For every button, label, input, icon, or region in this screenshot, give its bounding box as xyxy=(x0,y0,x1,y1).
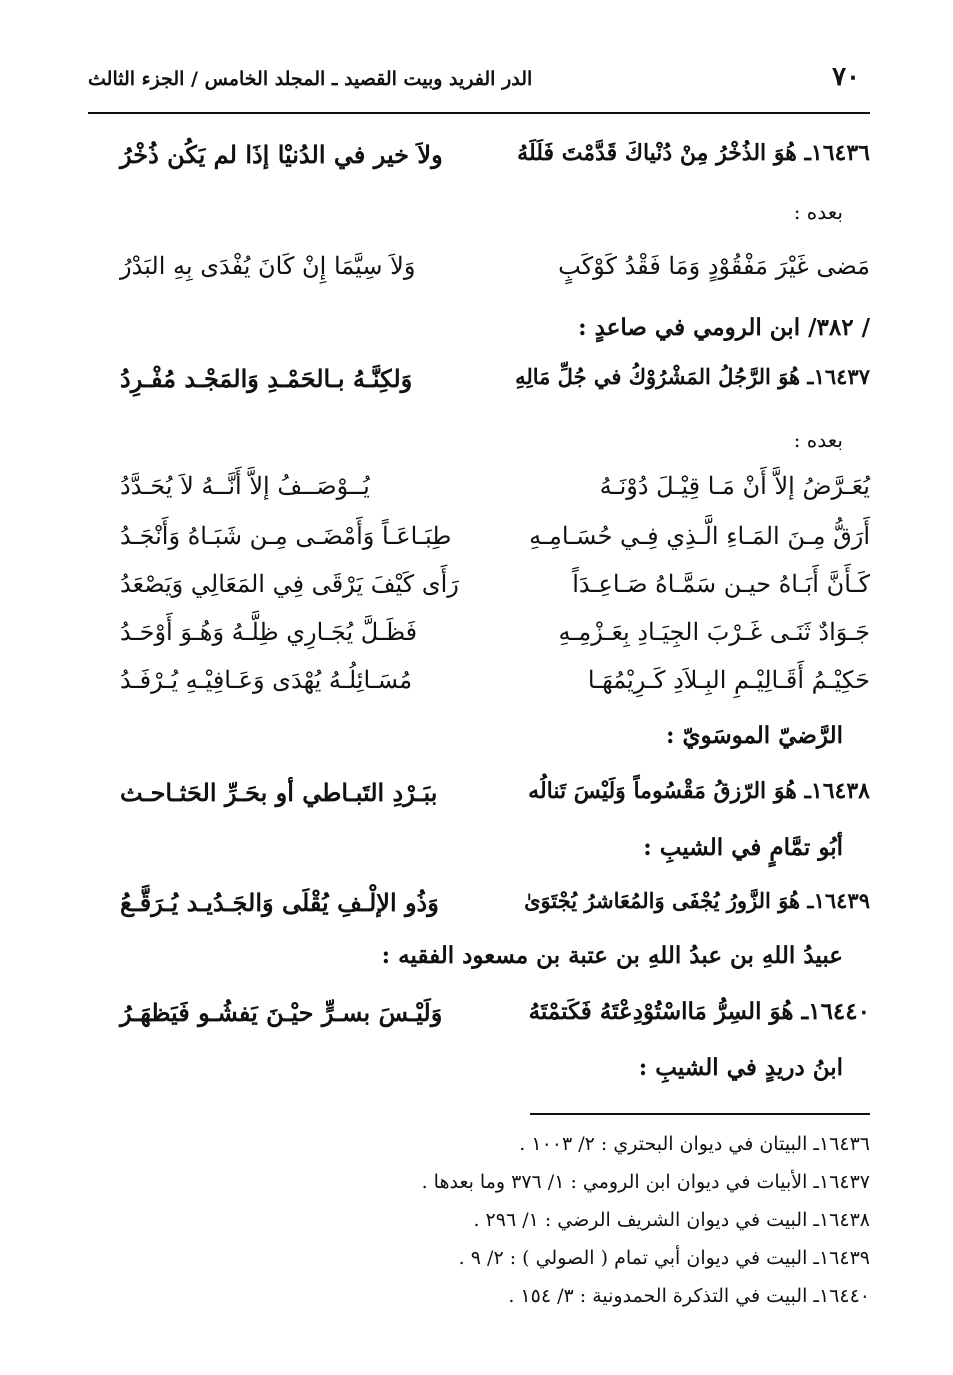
verse-16437 xyxy=(120,364,870,410)
verse-second-hemistich: رَأَى كَيْفَ يَرْقَى فِي المَعَالِي وَيَصْعَدُ xyxy=(120,570,459,598)
verse-16438 xyxy=(120,778,870,824)
verse-second-hemistich: يُــوْصَــفُ إلاَّ أَنَّــهُ لاَ يُحَـدَّدُ xyxy=(120,472,370,500)
verse-first-hemistich: ١٦٤٣٧ـ هُوَ الرَّجُلُ المَشْرُوْكُ في جُلِّ مَالِهِ xyxy=(515,364,870,389)
verse-following-3 xyxy=(120,570,870,616)
verse-16439 xyxy=(120,888,870,934)
verse-first-hemistich: ١٦٤٣٨ـ هُوَ الرّزقُ مَقْسُوماً وَلَيْسَ تَنالُه xyxy=(528,778,870,804)
after-label: بعده : xyxy=(793,428,843,452)
footnote-rule xyxy=(530,1113,870,1115)
verse-first-hemistich: ١٦٤٤٠ـ هُوَ السِرُّ مَااسْتُوْدِعْتَهُ فَكَتمْتَهُ xyxy=(528,998,870,1025)
verse-second-hemistich: ببَـرْدِ التَبـاطي أو بحَـرِّ الحَثـاحـث xyxy=(120,778,438,807)
attribution-ubaydullah: عبيدُ اللهِ بن عبدُ اللهِ بن عتبة بن مسعود الفقيه : xyxy=(381,942,843,969)
verse-second-hemistich: وَلاَ سِيَّمَا إِنْ كَانَ يُفْدَى بِهِ البَدْرُ xyxy=(120,252,416,280)
verse-first-hemistich: جَـوَادٌ ثَنَـى غَـرْبَ الجِيَـادِ بِعَـزْمِـهِ xyxy=(558,618,870,646)
running-title: الدر الفريد وبيت القصيد ـ المجلد الخامس / الجزء الثالث xyxy=(88,68,533,90)
verse-following-16436 xyxy=(120,252,870,298)
verse-first-hemistich: حَكِيْـمُ أَقَـالِيْـمِ البِـلاَدِ كَـرِيْمُهَـا xyxy=(587,666,870,694)
verse-second-hemistich: فَظَـلَّ يُجَـارِي ظِلَّـهُ وَهُـوَ أَوْحَـدُ xyxy=(120,618,418,646)
verse-second-hemistich: وَذُو الإلْـفِ يُقْلَى وَالجَـدُيـد يُـرَقَّـعُ xyxy=(120,888,439,917)
page-number: ٧٠ xyxy=(832,62,860,92)
footnote: ١٦٤٣٩ـ البيت في ديوان أبي تمام ( الصولي ) : ٢/ ٩ . xyxy=(458,1247,870,1269)
running-header xyxy=(88,62,870,102)
verse-following-5 xyxy=(120,666,870,712)
verse-second-hemistich: مُسَـائِلُـهُ يُهْدَى وَعَـافِيْـهِ يُـرْفَـدُ xyxy=(120,666,413,694)
verse-16436 xyxy=(120,140,870,186)
verse-second-hemistich: وَلكِنَّـهُ بـالحَمْـدِ وَالمَجْـد مُفْـرِدُ xyxy=(120,364,413,393)
verse-first-hemistich: مَضى غَيْرَ مَفْقُوْدٍ وَمَا فَقْدُ كَوْكَبٍ xyxy=(558,252,870,280)
verse-second-hemistich: طِبَـاعَـاً وَأَمْضَـى مِـن شَبَـاهُ وَأَنْجَـدُ xyxy=(120,522,452,550)
footnote: ١٦٤٣٧ـ الأبيات في ديوان ابن الرومي : ١/ ٣٧٦ وما بعدها . xyxy=(421,1171,870,1193)
verse-first-hemistich: يُعَـرَّضُ إلاَّ أَنْ مَـا قِيْـلَ دُوْنَـهُ xyxy=(599,472,870,500)
footnote: ١٦٤٣٦ـ البيتان في ديوان البحتري : ٢/ ١٠٠٣ . xyxy=(519,1133,870,1155)
footnote: ١٦٤٤٠ـ البيت في التذكرة الحمدونية : ٣/ ١٥٤ . xyxy=(508,1285,870,1307)
footnote: ١٦٤٣٨ـ البيت في ديوان الشريف الرضي : ١/ ٢٩٦ . xyxy=(473,1209,870,1231)
after-label: بعده : xyxy=(793,200,843,224)
verse-following-2 xyxy=(120,522,870,568)
verse-first-hemistich: ١٦٤٣٩ـ هُوَ الزَّورُ يُجْفَى وَالمُعَاشرُ يُجْتَوَىٰ xyxy=(524,888,870,913)
verse-first-hemistich: ١٦٤٣٦ـ هُوَ الذُخْرُ مِنْ دُنْياكَ قَدَّمْتَ فَلَلَهُ xyxy=(517,140,870,166)
verse-following-4 xyxy=(120,618,870,664)
verse-second-hemistich: ولاَ خير في الدُنيْا إذَا لم يَكُن ذُخْرُ xyxy=(120,140,443,169)
attribution-ibn-al-rumi: / ٣٨٢/ ابن الرومي في صاعدٍ : xyxy=(578,314,870,341)
attribution-ibn-durayd: ابنُ دريدٍ في الشيبِ : xyxy=(638,1054,843,1081)
attribution-al-radi: الرَّضيّ الموسَويّ : xyxy=(665,722,843,749)
verse-first-hemistich: كَـأَنَّ أَبَـاهُ حيـن سَمَّـاهُ صَـاعِـدَاً xyxy=(572,570,870,598)
verse-second-hemistich: وَلَيْـسَ بسـرٍّ حيْـنَ يَفشُـو فَيَظهَـرُ xyxy=(120,998,443,1027)
verse-first-hemistich: أَرَقُّ مِـنَ المَـاءِ الَّـذِي فِـي حُسَـامِـهِ xyxy=(529,522,870,550)
verse-following-1 xyxy=(120,472,870,518)
verse-16440 xyxy=(120,998,870,1044)
header-rule xyxy=(88,112,870,114)
attribution-abu-tammam: أبُو تمَّامٍ في الشيبِ : xyxy=(643,834,843,861)
